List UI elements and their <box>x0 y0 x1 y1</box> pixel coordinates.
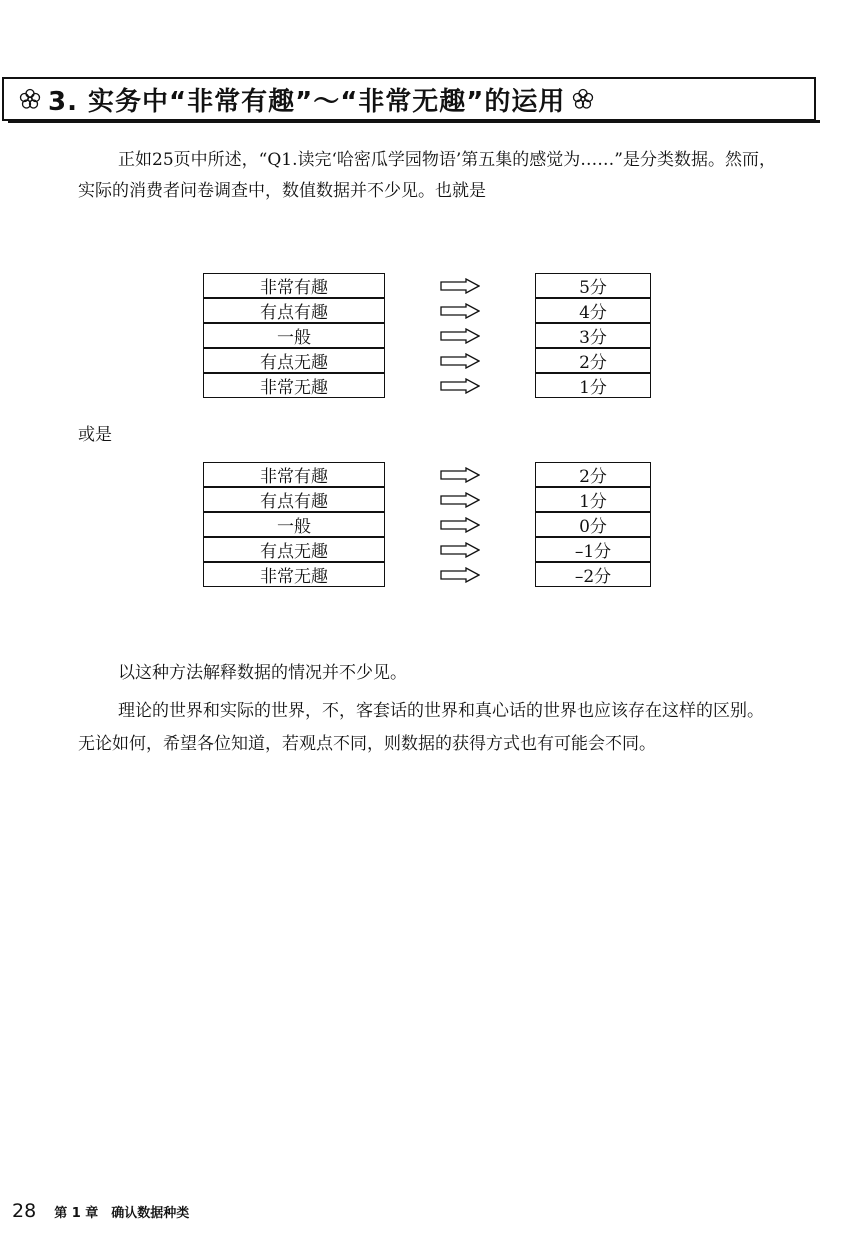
score-value-cell: 5分 <box>535 273 651 298</box>
conclusion-paragraph-2: 理论的世界和实际的世界，不，客套话的世界和真心话的世界也应该存在这样的区别。无论如何，希望各位知道，若观点不同，则数据的获得方式也有可能会不同。 <box>78 701 764 754</box>
rating-label-cell: 一般 <box>203 323 385 348</box>
mapping-row <box>203 512 655 537</box>
right-arrow-icon <box>440 567 480 583</box>
mapping-row <box>203 323 655 348</box>
right-arrow-icon <box>440 378 480 394</box>
mapping-row <box>203 462 655 487</box>
score-value-cell: 3分 <box>535 323 651 348</box>
or-text: 或是 <box>78 425 112 445</box>
section-header <box>2 77 816 121</box>
arrow-icon-wrap <box>385 542 535 558</box>
rating-label-cell: 非常有趣 <box>203 462 385 487</box>
rating-label-cell: 非常无趣 <box>203 373 385 398</box>
score-value-cell: 2分 <box>535 462 651 487</box>
right-arrow-icon <box>440 328 480 344</box>
right-arrow-icon <box>440 517 480 533</box>
arrow-icon-wrap <box>385 378 535 394</box>
score-mapping-table-2 <box>203 462 655 587</box>
intro-paragraph: 正如25页中所述，“Q1.读完‘哈密瓜学园物语’第五集的感觉为……”是分类数据。然而，实际的消费者问卷调查中，数值数据并不少见。也就是 <box>78 150 776 201</box>
mapping-row <box>203 348 655 373</box>
rating-label-cell: 有点有趣 <box>203 298 385 323</box>
right-arrow-icon <box>440 303 480 319</box>
right-arrow-icon <box>440 353 480 369</box>
section-title: 3. 实务中“非常有趣”～“非常无趣”的运用 <box>48 86 566 117</box>
mapping-row <box>203 562 655 587</box>
flower-icon <box>18 87 42 111</box>
arrow-icon-wrap <box>385 303 535 319</box>
page-footer <box>12 1200 189 1222</box>
score-value-cell: 4分 <box>535 298 651 323</box>
mapping-row <box>203 273 655 298</box>
arrow-icon-wrap <box>385 567 535 583</box>
mapping-row <box>203 298 655 323</box>
right-arrow-icon <box>440 492 480 508</box>
score-value-cell: –1分 <box>535 537 651 562</box>
rating-label-cell: 有点有趣 <box>203 487 385 512</box>
score-value-cell: 1分 <box>535 373 651 398</box>
arrow-icon-wrap <box>385 278 535 294</box>
score-value-cell: 1分 <box>535 487 651 512</box>
arrow-icon-wrap <box>385 517 535 533</box>
arrow-icon-wrap <box>385 328 535 344</box>
score-value-cell: –2分 <box>535 562 651 587</box>
rating-label-cell: 一般 <box>203 512 385 537</box>
right-arrow-icon <box>440 278 480 294</box>
chapter-title: 第 1 章 确认数据种类 <box>54 1206 190 1221</box>
mapping-row <box>203 373 655 398</box>
right-arrow-icon <box>440 467 480 483</box>
rating-label-cell: 有点无趣 <box>203 537 385 562</box>
mapping-row <box>203 487 655 512</box>
arrow-icon-wrap <box>385 492 535 508</box>
rating-label-cell: 非常有趣 <box>203 273 385 298</box>
arrow-icon-wrap <box>385 353 535 369</box>
score-mapping-table-1 <box>203 273 655 398</box>
arrow-icon-wrap <box>385 467 535 483</box>
rating-label-cell: 有点无趣 <box>203 348 385 373</box>
flower-icon <box>571 87 595 111</box>
conclusion-paragraph-1: 以这种方法解释数据的情况并不少见。 <box>118 663 407 683</box>
rating-label-cell: 非常无趣 <box>203 562 385 587</box>
mapping-row <box>203 537 655 562</box>
score-value-cell: 0分 <box>535 512 651 537</box>
right-arrow-icon <box>440 542 480 558</box>
page-number: 28 <box>12 1200 37 1222</box>
score-value-cell: 2分 <box>535 348 651 373</box>
